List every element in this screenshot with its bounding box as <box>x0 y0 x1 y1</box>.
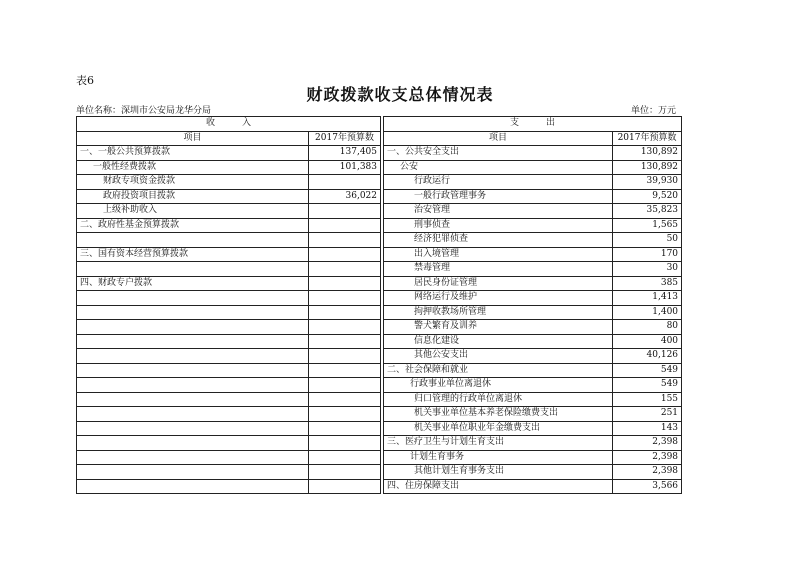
table-row <box>77 421 682 436</box>
income-budget-cell <box>309 378 381 393</box>
income-budget-cell <box>309 291 381 306</box>
income-item-cell: 三、国有资本经营预算拨款 <box>77 247 309 262</box>
income-budget-cell <box>309 204 381 219</box>
table-row <box>77 349 682 364</box>
income-item-cell <box>77 363 309 378</box>
expense-budget-cell: 1,413 <box>613 291 682 306</box>
table-row <box>77 175 682 190</box>
income-item-cell <box>77 392 309 407</box>
income-budget-cell <box>309 247 381 262</box>
income-item-cell <box>77 320 309 335</box>
income-budget-cell <box>309 320 381 335</box>
table-section-header-row <box>77 117 682 132</box>
table-row <box>77 378 682 393</box>
table-row <box>77 146 682 161</box>
expense-budget-cell: 170 <box>613 247 682 262</box>
expense-item-cell: 出入境管理 <box>384 247 613 262</box>
expense-item-cell: 禁毒管理 <box>384 262 613 277</box>
income-item-cell <box>77 479 309 494</box>
income-budget-cell <box>309 450 381 465</box>
expense-item-cell: 经济犯罪侦查 <box>384 233 613 248</box>
income-budget-cell: 101,383 <box>309 160 381 175</box>
expense-budget-cell: 1,400 <box>613 305 682 320</box>
income-item-cell <box>77 291 309 306</box>
expense-item-cell: 机关事业单位基本养老保险缴费支出 <box>384 407 613 422</box>
table-row <box>77 436 682 451</box>
income-budget-cell <box>309 465 381 480</box>
income-budget-cell: 137,405 <box>309 146 381 161</box>
table-row <box>77 320 682 335</box>
income-budget-cell <box>309 349 381 364</box>
income-item-cell <box>77 421 309 436</box>
expense-item-cell: 警犬繁育及训养 <box>384 320 613 335</box>
expense-budget-cell: 251 <box>613 407 682 422</box>
income-item-cell: 上级补助收入 <box>77 204 309 219</box>
expense-budget-cell: 9,520 <box>613 189 682 204</box>
income-budget-cell <box>309 407 381 422</box>
table-row <box>77 363 682 378</box>
expense-budget-cell: 2,398 <box>613 436 682 451</box>
table-column-header-row <box>77 131 682 146</box>
income-budget-cell <box>309 276 381 291</box>
income-budget-cell <box>309 436 381 451</box>
expense-item-cell: 一般行政管理事务 <box>384 189 613 204</box>
expense-item-cell: 一、公共安全支出 <box>384 146 613 161</box>
expense-item-header: 项目 <box>384 131 613 146</box>
expense-budget-cell: 143 <box>613 421 682 436</box>
unit-name: 单位名称：深圳市公安局龙华分局 <box>76 106 212 116</box>
table-row <box>77 465 682 480</box>
expense-item-cell: 治安管理 <box>384 204 613 219</box>
income-item-cell: 财政专项资金拨款 <box>77 175 309 190</box>
expense-budget-cell: 400 <box>613 334 682 349</box>
expense-budget-cell: 1,565 <box>613 218 682 233</box>
income-item-cell: 二、政府性基金预算拨款 <box>77 218 309 233</box>
income-item-cell <box>77 378 309 393</box>
income-budget-cell <box>309 392 381 407</box>
expense-item-cell: 机关事业单位职业年金缴费支出 <box>384 421 613 436</box>
table-row <box>77 291 682 306</box>
income-item-cell: 政府投资项目拨款 <box>77 189 309 204</box>
budget-table <box>76 116 682 494</box>
expense-item-cell: 计划生育事务 <box>384 450 613 465</box>
expense-item-cell: 网络运行及维护 <box>384 291 613 306</box>
expense-item-cell: 其他公安支出 <box>384 349 613 364</box>
table-row <box>77 160 682 175</box>
table-row <box>77 262 682 277</box>
page-title: 财政拨款收支总体情况表 <box>306 85 494 104</box>
expense-budget-cell: 2,398 <box>613 450 682 465</box>
table-row <box>77 305 682 320</box>
expense-item-cell: 行政事业单位离退休 <box>384 378 613 393</box>
table-row <box>77 334 682 349</box>
expense-item-cell: 居民身份证管理 <box>384 276 613 291</box>
table-row <box>77 392 682 407</box>
table-row <box>77 204 682 219</box>
expense-budget-cell: 35,823 <box>613 204 682 219</box>
income-budget-cell <box>309 334 381 349</box>
income-item-cell <box>77 436 309 451</box>
expense-budget-cell: 3,566 <box>613 479 682 494</box>
expense-budget-cell: 80 <box>613 320 682 335</box>
expense-budget-cell: 39,930 <box>613 175 682 190</box>
expense-budget-cell: 2,398 <box>613 465 682 480</box>
expense-budget-cell: 130,892 <box>613 160 682 175</box>
income-item-header: 项目 <box>77 131 309 146</box>
income-budget-cell <box>309 421 381 436</box>
expense-item-cell: 三、医疗卫生与计划生育支出 <box>384 436 613 451</box>
table-number-label: 表6 <box>76 74 94 87</box>
table-row <box>77 479 682 494</box>
expense-item-cell: 二、社会保障和就业 <box>384 363 613 378</box>
income-budget-cell <box>309 262 381 277</box>
expense-budget-cell: 130,892 <box>613 146 682 161</box>
income-item-cell <box>77 262 309 277</box>
income-item-cell: 四、财政专户拨款 <box>77 276 309 291</box>
income-budget-cell: 36,022 <box>309 189 381 204</box>
income-item-cell <box>77 450 309 465</box>
table-row <box>77 450 682 465</box>
expense-item-cell: 信息化建设 <box>384 334 613 349</box>
income-budget-cell <box>309 175 381 190</box>
income-budget-header: 2017年预算数 <box>309 131 381 146</box>
income-item-cell: 一般性经费拨款 <box>77 160 309 175</box>
expense-item-cell: 公安 <box>384 160 613 175</box>
income-item-cell <box>77 305 309 320</box>
income-item-cell <box>77 349 309 364</box>
income-item-cell: 一、一般公共预算拨款 <box>77 146 309 161</box>
table-row <box>77 218 682 233</box>
income-item-cell <box>77 465 309 480</box>
income-section-header: 收 入 <box>77 117 381 132</box>
expense-item-cell: 行政运行 <box>384 175 613 190</box>
expense-budget-cell: 30 <box>613 262 682 277</box>
expense-item-cell: 归口管理的行政单位离退休 <box>384 392 613 407</box>
expense-budget-cell: 155 <box>613 392 682 407</box>
expense-item-cell: 其他计划生育事务支出 <box>384 465 613 480</box>
income-item-cell <box>77 233 309 248</box>
currency-unit: 单位：万元 <box>630 106 676 116</box>
income-item-cell <box>77 334 309 349</box>
expense-budget-cell: 50 <box>613 233 682 248</box>
expense-item-cell: 刑事侦查 <box>384 218 613 233</box>
income-item-cell <box>77 407 309 422</box>
expense-item-cell: 拘押收教场所管理 <box>384 305 613 320</box>
table-row <box>77 247 682 262</box>
expense-budget-cell: 549 <box>613 378 682 393</box>
expense-budget-cell: 385 <box>613 276 682 291</box>
table-row <box>77 407 682 422</box>
expense-budget-cell: 549 <box>613 363 682 378</box>
expense-budget-header: 2017年预算数 <box>613 131 682 146</box>
table-row <box>77 233 682 248</box>
income-budget-cell <box>309 305 381 320</box>
table-row <box>77 276 682 291</box>
income-budget-cell <box>309 218 381 233</box>
expense-section-header: 支 出 <box>384 117 682 132</box>
income-budget-cell <box>309 363 381 378</box>
expense-item-cell: 四、住房保障支出 <box>384 479 613 494</box>
income-budget-cell <box>309 479 381 494</box>
table-row <box>77 189 682 204</box>
income-budget-cell <box>309 233 381 248</box>
expense-budget-cell: 40,126 <box>613 349 682 364</box>
